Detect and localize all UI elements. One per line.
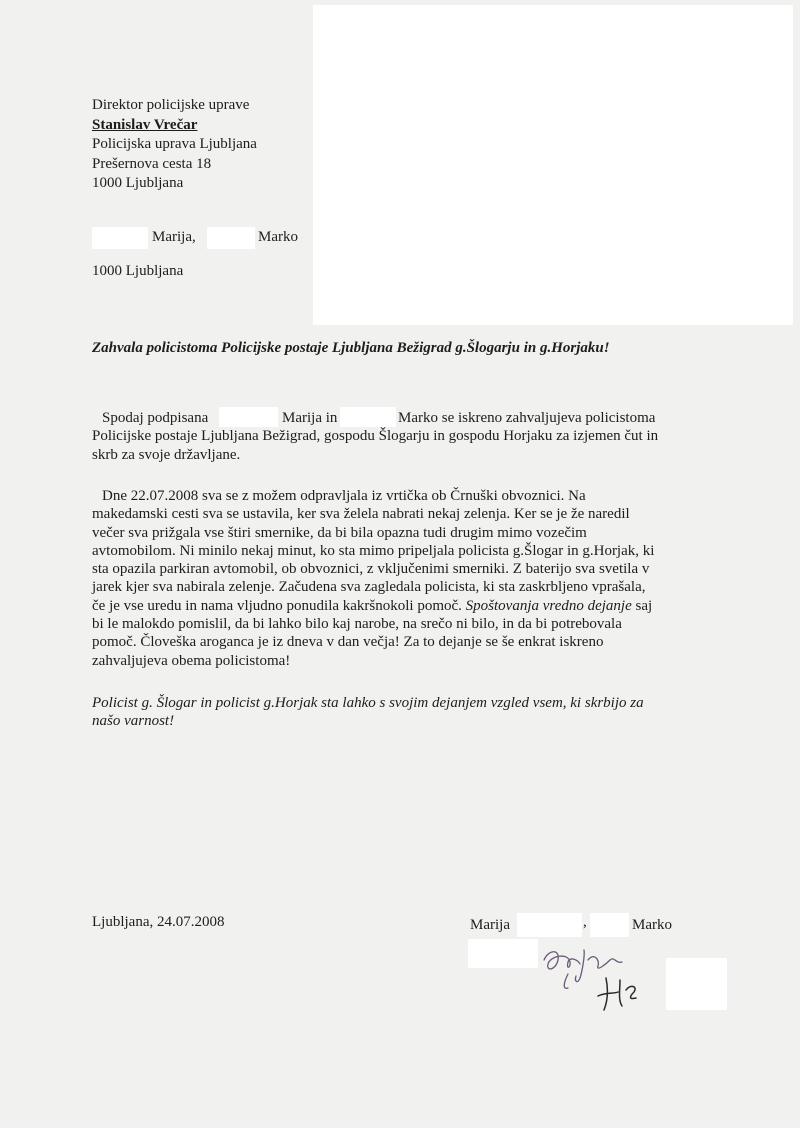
paragraph-1-text-c: Marko se iskreno zahvaljujeva policistoma	[398, 410, 656, 426]
paragraph-2-line-9: pomoč. Človeška aroganca je iz dneva v dan večja! Za to dejanje se še enkrat iskreno	[92, 634, 604, 651]
recipient-city: 1000 Ljubljana	[92, 175, 184, 191]
paragraph-2-line-7	[92, 597, 712, 615]
paragraph-2	[92, 487, 712, 670]
place-and-date: Ljubljana, 24.07.2008	[92, 914, 225, 930]
redaction-box-header	[313, 5, 793, 325]
paragraph-1-line-1	[92, 409, 712, 427]
redaction-box-sender-surname-1	[92, 227, 148, 249]
paragraph-2-line-7-text: če je vse uredu in nama vljudno ponudila kakršnokoli pomoč.	[92, 597, 462, 614]
paragraph-1-line-3: skrb za svoje državljane.	[92, 446, 241, 463]
redaction-box-signature-surname-1	[517, 913, 582, 937]
sender-city: 1000 Ljubljana	[92, 263, 184, 279]
redaction-box-signature-right	[666, 958, 727, 1010]
paragraph-2-line-3: večer sva prižgala vse štiri smernike, da bi bila opazna tudi drugim mimo vozečim	[92, 524, 587, 541]
sender-first-name-2: Marko	[258, 229, 298, 245]
paragraph-1	[92, 409, 712, 464]
paragraph-2-line-8: bi le malokdo pomislil, da bi lahko bilo kaj narobe, na srečo ni bilo, in da bi potrebovala	[92, 616, 622, 633]
paragraph-1-text-a: Spodaj podpisana	[102, 410, 209, 426]
redaction-box-sender-surname-2	[207, 227, 255, 249]
recipient-title: Direktor policijske uprave	[92, 97, 250, 113]
paragraph-3	[92, 694, 712, 731]
recipient-address	[92, 96, 257, 194]
paragraph-2-emphasis: Spoštovanja vredno dejanje	[465, 597, 632, 614]
paragraph-2-line-4: avtomobilom. Ni minilo nekaj minut, ko sta mimo pripeljala policista g.Šlogar in g.Horjak, ki	[92, 542, 655, 559]
sender-first-name-1: Marija,	[152, 229, 196, 245]
recipient-org: Policijska uprava Ljubljana	[92, 136, 257, 152]
signature-name-2: Marko	[632, 917, 672, 933]
signature-name-1: Marija	[470, 917, 510, 933]
paragraph-3-line-2: našo varnost!	[92, 713, 175, 730]
letter-subject: Zahvala policistoma Policijske postaje Ljubljana Bežigrad g.Šlogarju in g.Horjaku!	[92, 340, 610, 356]
paragraph-2-line-5: sta opazila parkiran avtomobil, ob obvoznici, z vključenimi smerniki. Z baterijo sva svetila v	[92, 561, 650, 578]
paragraph-2-line-6: jarek kjer sva nabirala zelenje. Začudena sva zagledala policista, ki sta zaskrbljeno vprašala,	[92, 579, 646, 596]
paragraph-2-line-10: zahvaljujeva obema policistoma!	[92, 652, 291, 669]
paragraph-1-line-2: Policijske postaje Ljubljana Bežigrad, gospodu Šlogarju in gospodu Horjaku za izjemen čut in	[92, 428, 659, 445]
paragraph-2-line-7-end: saj	[635, 597, 653, 614]
signature-comma: ,	[583, 914, 587, 930]
paragraph-3-line-1: Policist g. Šlogar in policist g.Horjak sta lahko s svojim dejanjem vzgled vsem, ki skrbijo za	[92, 695, 644, 711]
paragraph-2-line-1: Dne 22.07.2008 sva se z možem odpravljala iz vrtička ob Črnuški obvoznici. Na	[102, 488, 586, 504]
handwritten-signature-marko	[596, 974, 660, 1014]
redaction-box-signature-left	[468, 939, 538, 968]
redaction-box-signature-surname-2	[590, 913, 629, 937]
paragraph-2-line-2: makedamski cesti sva se ustavila, ker sva želela nabrati nekaj zelenja. Ker se je že naredil	[92, 506, 630, 523]
recipient-street: Prešernova cesta 18	[92, 155, 212, 172]
paragraph-1-text-b: Marija in	[282, 410, 338, 426]
recipient-name: Stanislav Vrečar	[92, 116, 198, 133]
